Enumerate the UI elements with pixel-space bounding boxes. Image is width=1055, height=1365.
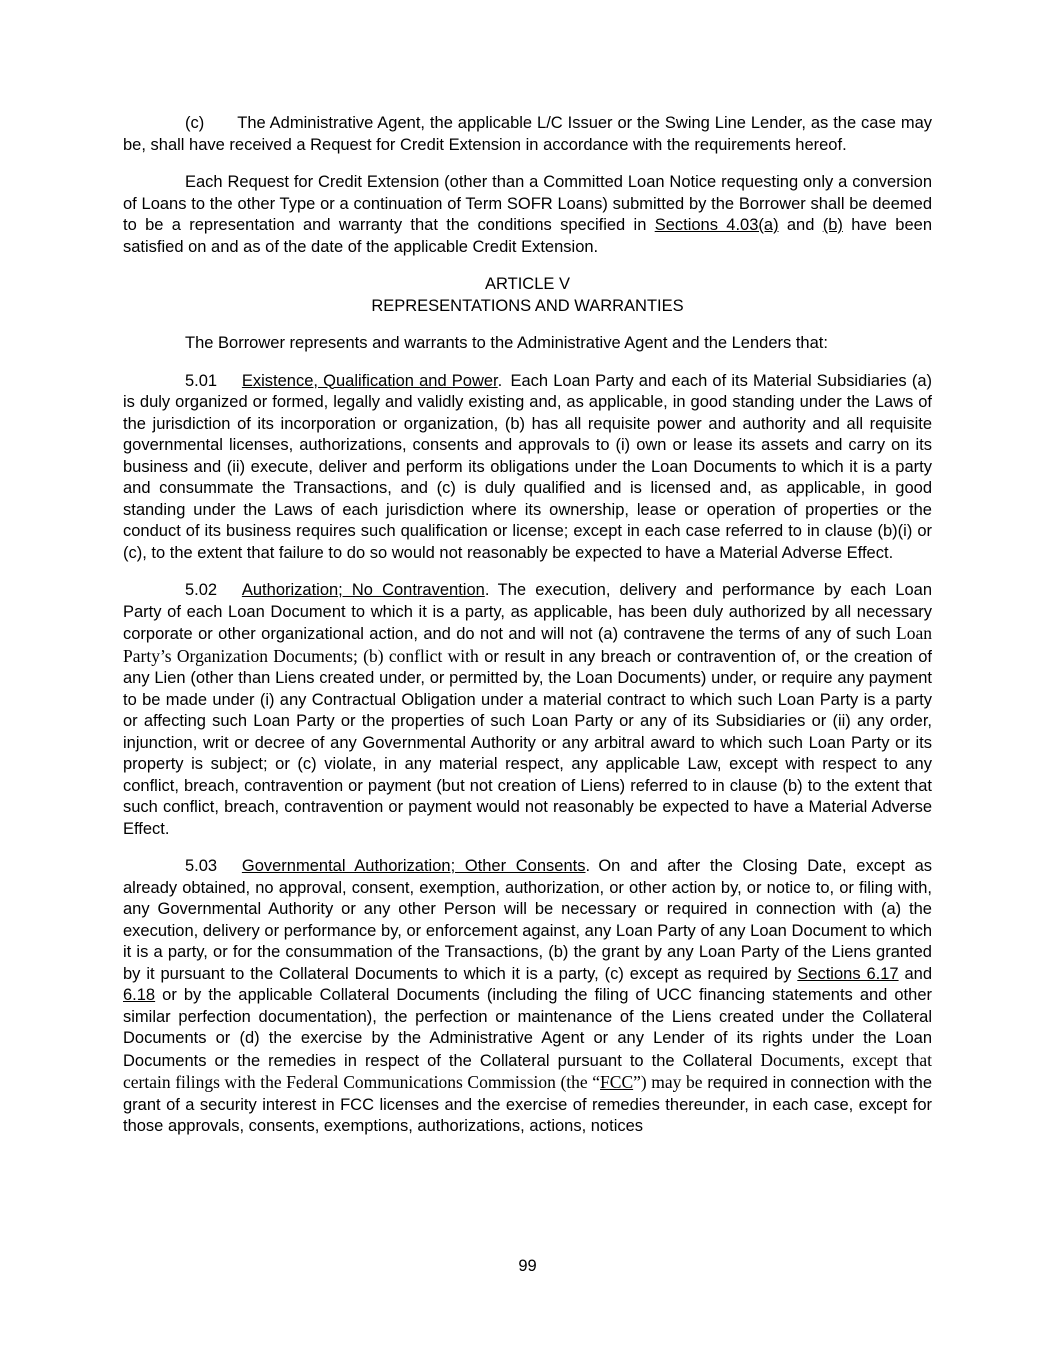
text-segment: (c) The Administrative Agent, the applicable L/C Issuer or the Swing Line Lender, as the case may be, shall have received a Request for Credit Extension in accordance with the requirements hereof. bbox=[123, 114, 932, 154]
text-segment: ”) may be bbox=[633, 1072, 703, 1092]
text-segment: Governmental Authorization; Other Consents bbox=[241, 857, 586, 875]
text-segment: 5.02 bbox=[185, 581, 242, 599]
paragraph-credit-extension-c bbox=[123, 113, 932, 156]
text-segment: 5.03 bbox=[185, 857, 242, 875]
paragraph-request-representation bbox=[123, 172, 932, 258]
text-segment: Sections 6.17 bbox=[797, 964, 899, 983]
text-segment: Sections 4.03(a) bbox=[654, 216, 779, 234]
text-segment: Authorization; No Contravention bbox=[241, 581, 485, 599]
text-segment: . The execution, delivery and performance by each Loan Party of each Loan Document to which it is a party, as applicable, has been duly authorized by all necessary corporate or other organizational action, and do not and will not (a) contravene the terms of any of such bbox=[123, 581, 932, 643]
text-segment: . Each Loan Party and each of its Material Subsidiaries (a) is duly organized or formed, legally and validly existing and, as applicable, in good standing under the Laws of the jurisdiction of its incorporation or organization, (b) has all requisite power and authority and all requisite governmental licenses, authorizations, consents and approvals to (i) own or lease its assets and carry on its business and (ii) execute, deliver and perform its obligations under the Loan Documents to which it is a party and consummate the Transactions, and (c) is duly qualified and is licensed and, as applicable, in good standing under the Laws of each jurisdiction where its ownership, lease or operation of properties or the conduct of its business requires such qualification or license; except in each case referred to in clause (b)(i) or (c), to the extent that failure to do so would not reasonably be expected to have a Material Adverse Effect. bbox=[123, 371, 933, 562]
text-segment: have been satisfied on and as of the date of the applicable Credit Extension. bbox=[123, 216, 932, 256]
text-segment: or result in any breach or contravention of, or the creation of any Lien (other than Liens created under, or permitted by, the Loan Documents) under, or require any payment to be made under (i) any Contractual Obligation under a material contract to which such Loan Party is a party or affecting such Loan Party or the properties of such Loan Party or any of its Subsidiaries or (ii) any order, injunction, writ or decree of any Governmental Authority or any arbitral award to which such Loan Party or its property is subject; or (c) violate, in any material respect, any applicable Law, except with respect to any conflict, breach, contravention or payment (but not creation of Liens) referred to in clause (b) to the extent that such conflict, breach, contravention or payment would not reasonably be expected to have a Material Adverse Effect. bbox=[123, 647, 933, 838]
section-5-02 bbox=[123, 580, 932, 840]
article-heading bbox=[123, 274, 932, 317]
text-segment: 6.18 bbox=[123, 986, 156, 1004]
text-segment: Existence, Qualification and Power bbox=[241, 371, 498, 390]
text-segment: and bbox=[898, 964, 932, 983]
text-segment: . On and after the Closing Date, except as already obtained, no approval, consent, exemption, authorization, or other action by, or notice to, or filing with, any Governmental Authority or any other Person will be necessary or required in connection with (a) the execution, delivery or performance by, or enforcement against, any Loan Party of any Loan Document to which it is a party, or for the consummation of the Transactions, (b) the grant by any Loan Party of the Liens granted by it pursuant to the Collateral Documents to which it is a party, (c) except as required by bbox=[123, 857, 933, 983]
heading-line: ARTICLE V bbox=[485, 275, 570, 293]
text-segment: or by the applicable Collateral Documents (including the filing of UCC financing statements and other similar perfection documentation), the perfection or maintenance of the Liens created under the Collateral Documents or (d) the exercise by the Administrative Agent or any Lender of its rights under the Loan Documents or the remedies in respect of the Collateral pursuant to the Collateral bbox=[123, 986, 932, 1070]
text-segment: Documents, except that certain filings with the Federal Communications Commission (the “ bbox=[123, 1049, 932, 1092]
text-segment: FCC bbox=[600, 1072, 634, 1092]
text-segment: The Borrower represents and warrants to the Administrative Agent and the Lenders that: bbox=[185, 334, 828, 352]
text-segment: (b) bbox=[822, 216, 843, 234]
text-segment: required in connection with the grant of a security interest in FCC licenses and the exercise of remedies thereunder, in each case, except for those approvals, consents, exemptions, authorizations, actions, notices bbox=[123, 1074, 932, 1135]
text-segment: and bbox=[778, 216, 823, 234]
heading-line: REPRESENTATIONS AND WARRANTIES bbox=[371, 296, 684, 315]
page-number: 99 bbox=[518, 1257, 537, 1275]
section-5-03 bbox=[123, 856, 932, 1138]
text-segment: 5.01 bbox=[185, 371, 242, 390]
section-5-01 bbox=[123, 371, 932, 565]
paragraph-borrower-represents bbox=[123, 333, 932, 355]
text-segment: Loan Party’s Organization Documents; (b) conflict with bbox=[123, 623, 932, 666]
text-segment: Each Request for Credit Extension (other than a Committed Loan Notice requesting only a conversion of Loans to the other Type or a continuation of Term SOFR Loans) submitted by the Borrower shall be deemed to be a representation and warranty that the conditions specified in bbox=[123, 173, 932, 234]
document-body bbox=[123, 113, 932, 1138]
